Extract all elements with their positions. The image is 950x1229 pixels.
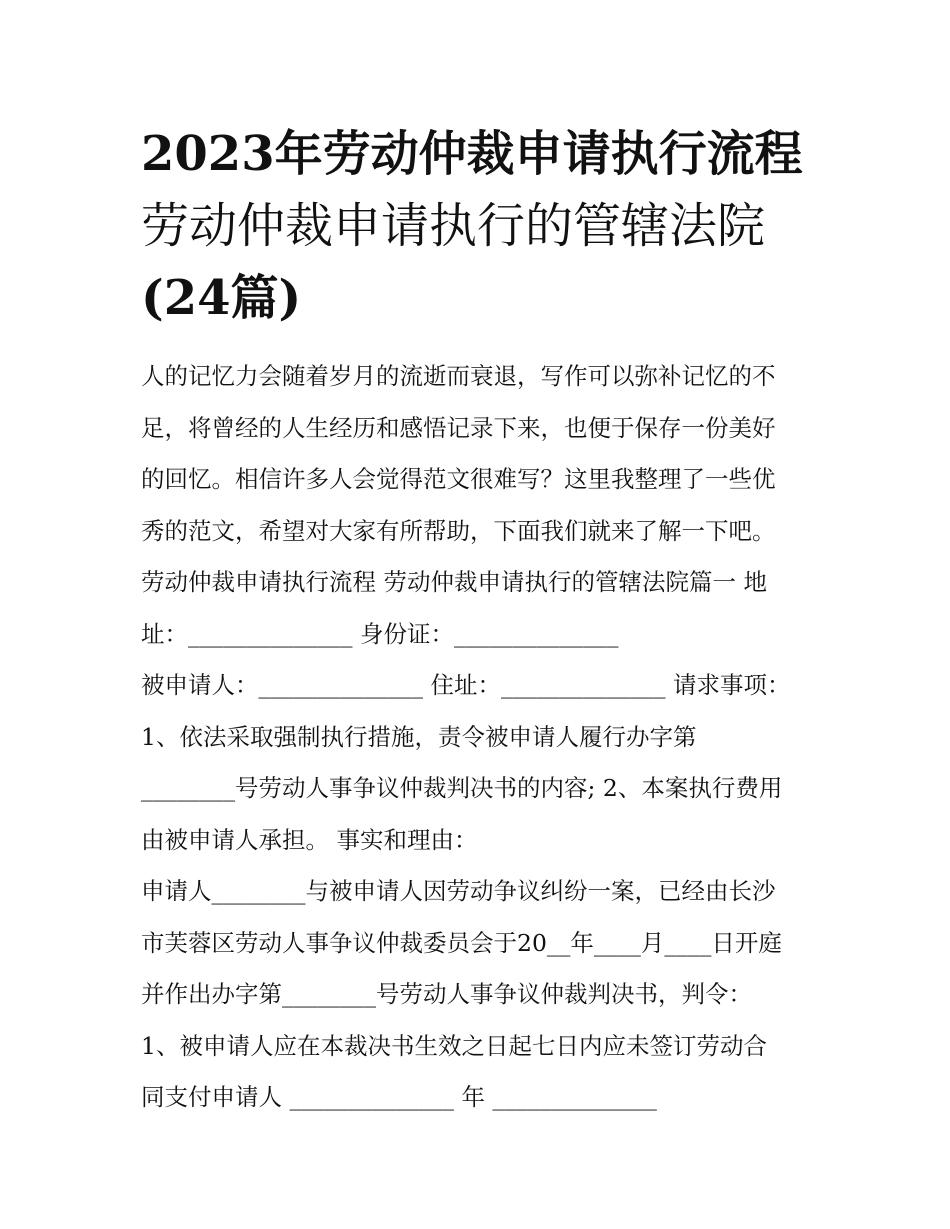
body-line: 并作出办字第________号劳动人事争议仲裁判决书，判令： — [141, 980, 752, 1008]
body-line: 被申请人：______________ 住址：______________ 请求事项： — [141, 671, 791, 699]
body-line: 1、被申请人应在本裁决书生效之日起七日内应未签订劳动合 — [141, 1031, 767, 1060]
title-line-1: 2023年劳动仲裁申请执行流程 — [141, 126, 803, 182]
body-line: 市芙蓉区劳动人事争议仲裁委员会于20__年____月____日开庭 — [141, 928, 782, 957]
body-line: 秀的范文，希望对大家有所帮助，下面我们就来了解一下吧。 — [141, 516, 776, 545]
body-line: 址：______________ 身份证：______________ — [141, 619, 619, 648]
body-line: 足，将曾经的人生经历和感悟记录下来，也便于保存一份美好 — [141, 413, 776, 442]
document-page — [141, 118, 813, 1124]
body-line: 同支付申请人 ______________ 年 ______________ — [141, 1083, 657, 1111]
body-line: 人的记忆力会随着岁月的流逝而衰退，写作可以弥补记忆的不 — [141, 362, 776, 390]
body-line: 由被申请人承担。 事实和理由： — [141, 825, 478, 854]
title-line-2: 劳动仲裁申请执行的管辖法院 — [141, 198, 766, 254]
body-line: 1、依法采取强制执行措施，责令被申请人履行办字第 — [141, 722, 697, 751]
document-body — [141, 351, 813, 1124]
body-line: 劳动仲裁申请执行流程 劳动仲裁申请执行的管辖法院篇一 地 — [141, 568, 767, 596]
body-line: 申请人________与被申请人因劳动争议纠纷一案，已经由长沙 — [141, 877, 776, 905]
document-title — [141, 118, 813, 334]
title-line-3: (24篇) — [141, 270, 302, 326]
body-line: ________号劳动人事争议仲裁判决书的内容; 2、本案执行费用 — [141, 774, 783, 802]
body-line: 的回忆。相信许多人会觉得范文很难写？这里我整理了一些优 — [141, 465, 776, 493]
